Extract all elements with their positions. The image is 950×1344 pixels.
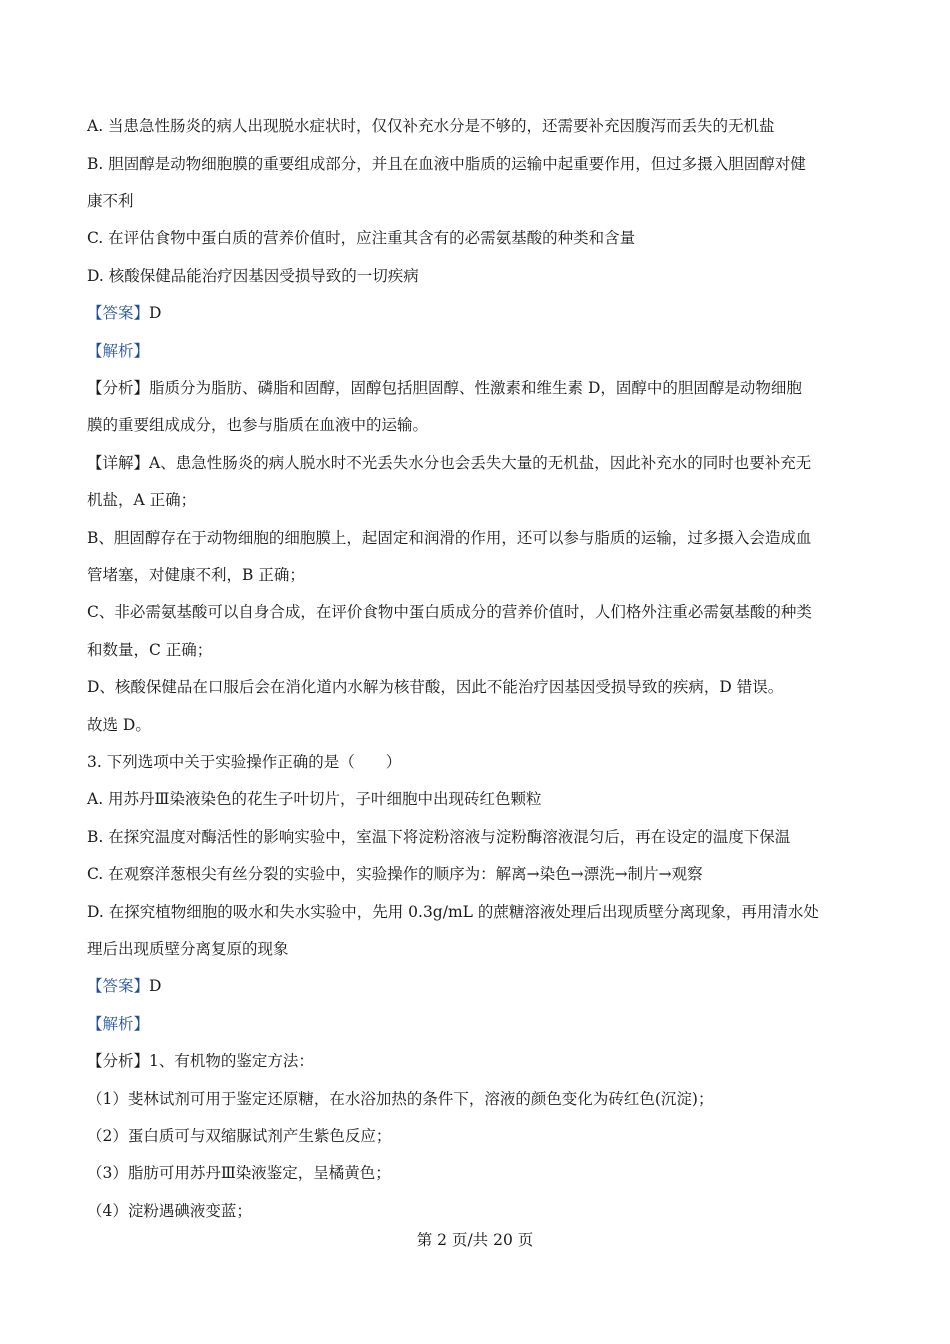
q2-xiangjie-d: D、核酸保健品在口服后会在消化道内水解为核苷酸，因此不能治疗因基因受损导致的疾病，D 错误。 <box>87 678 784 696</box>
answer-value: D <box>149 977 162 995</box>
answer-tag: 【答案】 <box>87 304 150 322</box>
q2-fenxi-line1 <box>87 378 802 398</box>
q2-analysis-tag <box>87 341 149 361</box>
xiangjie-text: A、患急性肠炎的病人脱水时不光丢失水分也会丢失大量的无机盐，因此补充水的同时也要补充无 <box>149 454 812 472</box>
q2-xiangjie-a-line1 <box>87 453 811 473</box>
q2-fenxi-line2: 膜的重要组成成分，也参与脂质在血液中的运输。 <box>87 416 429 434</box>
q3-fenxi-line1 <box>87 1051 314 1071</box>
q2-option-b-line1: B. 胆固醇是动物细胞膜的重要组成部分，并且在血液中脂质的运输中起重要作用，但过多摄入胆固醇对健 <box>87 155 806 173</box>
analysis-tag: 【解析】 <box>87 342 150 360</box>
answer-tag: 【答案】 <box>87 977 150 995</box>
q2-xiangjie-b-line1: B、胆固醇存在于动物细胞的细胞膜上，起固定和润滑的作用，还可以参与脂质的运输，过多摄入会造成血 <box>87 529 812 547</box>
q3-answer <box>87 976 161 996</box>
q2-option-d: D. 核酸保健品能治疗因基因受损导致的一切疾病 <box>87 267 419 285</box>
q3-option-d-line2: 理后出现质壁分离复原的现象 <box>87 940 289 958</box>
q2-xiangjie-c-line2: 和数量，C 正确； <box>87 641 213 659</box>
fenxi-text: 脂质分为脂肪、磷脂和固醇，固醇包括胆固醇、性激素和维生素 D，固醇中的胆固醇是动物细胞 <box>149 379 802 397</box>
q3-item-4: （4）淀粉遇碘液变蓝； <box>87 1202 252 1220</box>
q3-option-a: A. 用苏丹Ⅲ染液染色的花生子叶切片，子叶细胞中出现砖红色颗粒 <box>87 790 542 808</box>
q2-option-b-line2: 康不利 <box>87 192 134 210</box>
q3-item-2: （2）蛋白质可与双缩脲试剂产生紫色反应； <box>87 1127 392 1145</box>
xiangjie-tag: 【详解】 <box>87 454 150 472</box>
page-footer: 第 2 页/共 20 页 <box>416 1231 534 1249</box>
q2-answer <box>87 303 161 323</box>
q2-xiangjie-b-line2: 管堵塞，对健康不利，B 正确； <box>87 566 305 584</box>
fenxi-tag: 【分析】 <box>87 1052 150 1070</box>
fenxi-tag: 【分析】 <box>87 379 150 397</box>
q2-option-c: C. 在评估食物中蛋白质的营养价值时，应注重其含有的必需氨基酸的种类和含量 <box>87 229 636 247</box>
q3-option-c: C. 在观察洋葱根尖有丝分裂的实验中，实验操作的顺序为：解离→染色→漂洗→制片→观察 <box>87 865 703 883</box>
q3-analysis-tag <box>87 1014 149 1034</box>
q2-conclusion: 故选 D。 <box>87 716 151 734</box>
analysis-tag: 【解析】 <box>87 1015 150 1033</box>
q2-xiangjie-a-line2: 机盐，A 正确； <box>87 491 197 509</box>
q2-xiangjie-c-line1: C、非必需氨基酸可以自身合成，在评价食物中蛋白质成分的营养价值时，人们格外注重必需氨基酸的种类 <box>87 603 812 621</box>
answer-value: D <box>149 304 162 322</box>
q2-option-a: A. 当患急性肠炎的病人出现脱水症状时，仅仅补充水分是不够的，还需要补充因腹泻而丢失的无机盐 <box>87 117 775 135</box>
q3-item-1: （1）斐林试剂可用于鉴定还原糖，在水浴加热的条件下，溶液的颜色变化为砖红色(沉淀)； <box>87 1090 714 1108</box>
fenxi-text: 1、有机物的鉴定方法： <box>149 1052 314 1070</box>
q3-stem: 3. 下列选项中关于实验操作正确的是（ ） <box>87 753 402 771</box>
q3-option-b: B. 在探究温度对酶活性的影响实验中，室温下将淀粉溶液与淀粉酶溶液混匀后，再在设定的温度下保温 <box>87 828 791 846</box>
q3-option-d-line1: D. 在探究植物细胞的吸水和失水实验中，先用 0.3g/mL 的蔗糖溶液处理后出现质壁分离现象，再用清水处 <box>87 903 819 921</box>
q3-item-3: （3）脂肪可用苏丹Ⅲ染液鉴定，呈橘黄色； <box>87 1164 391 1182</box>
